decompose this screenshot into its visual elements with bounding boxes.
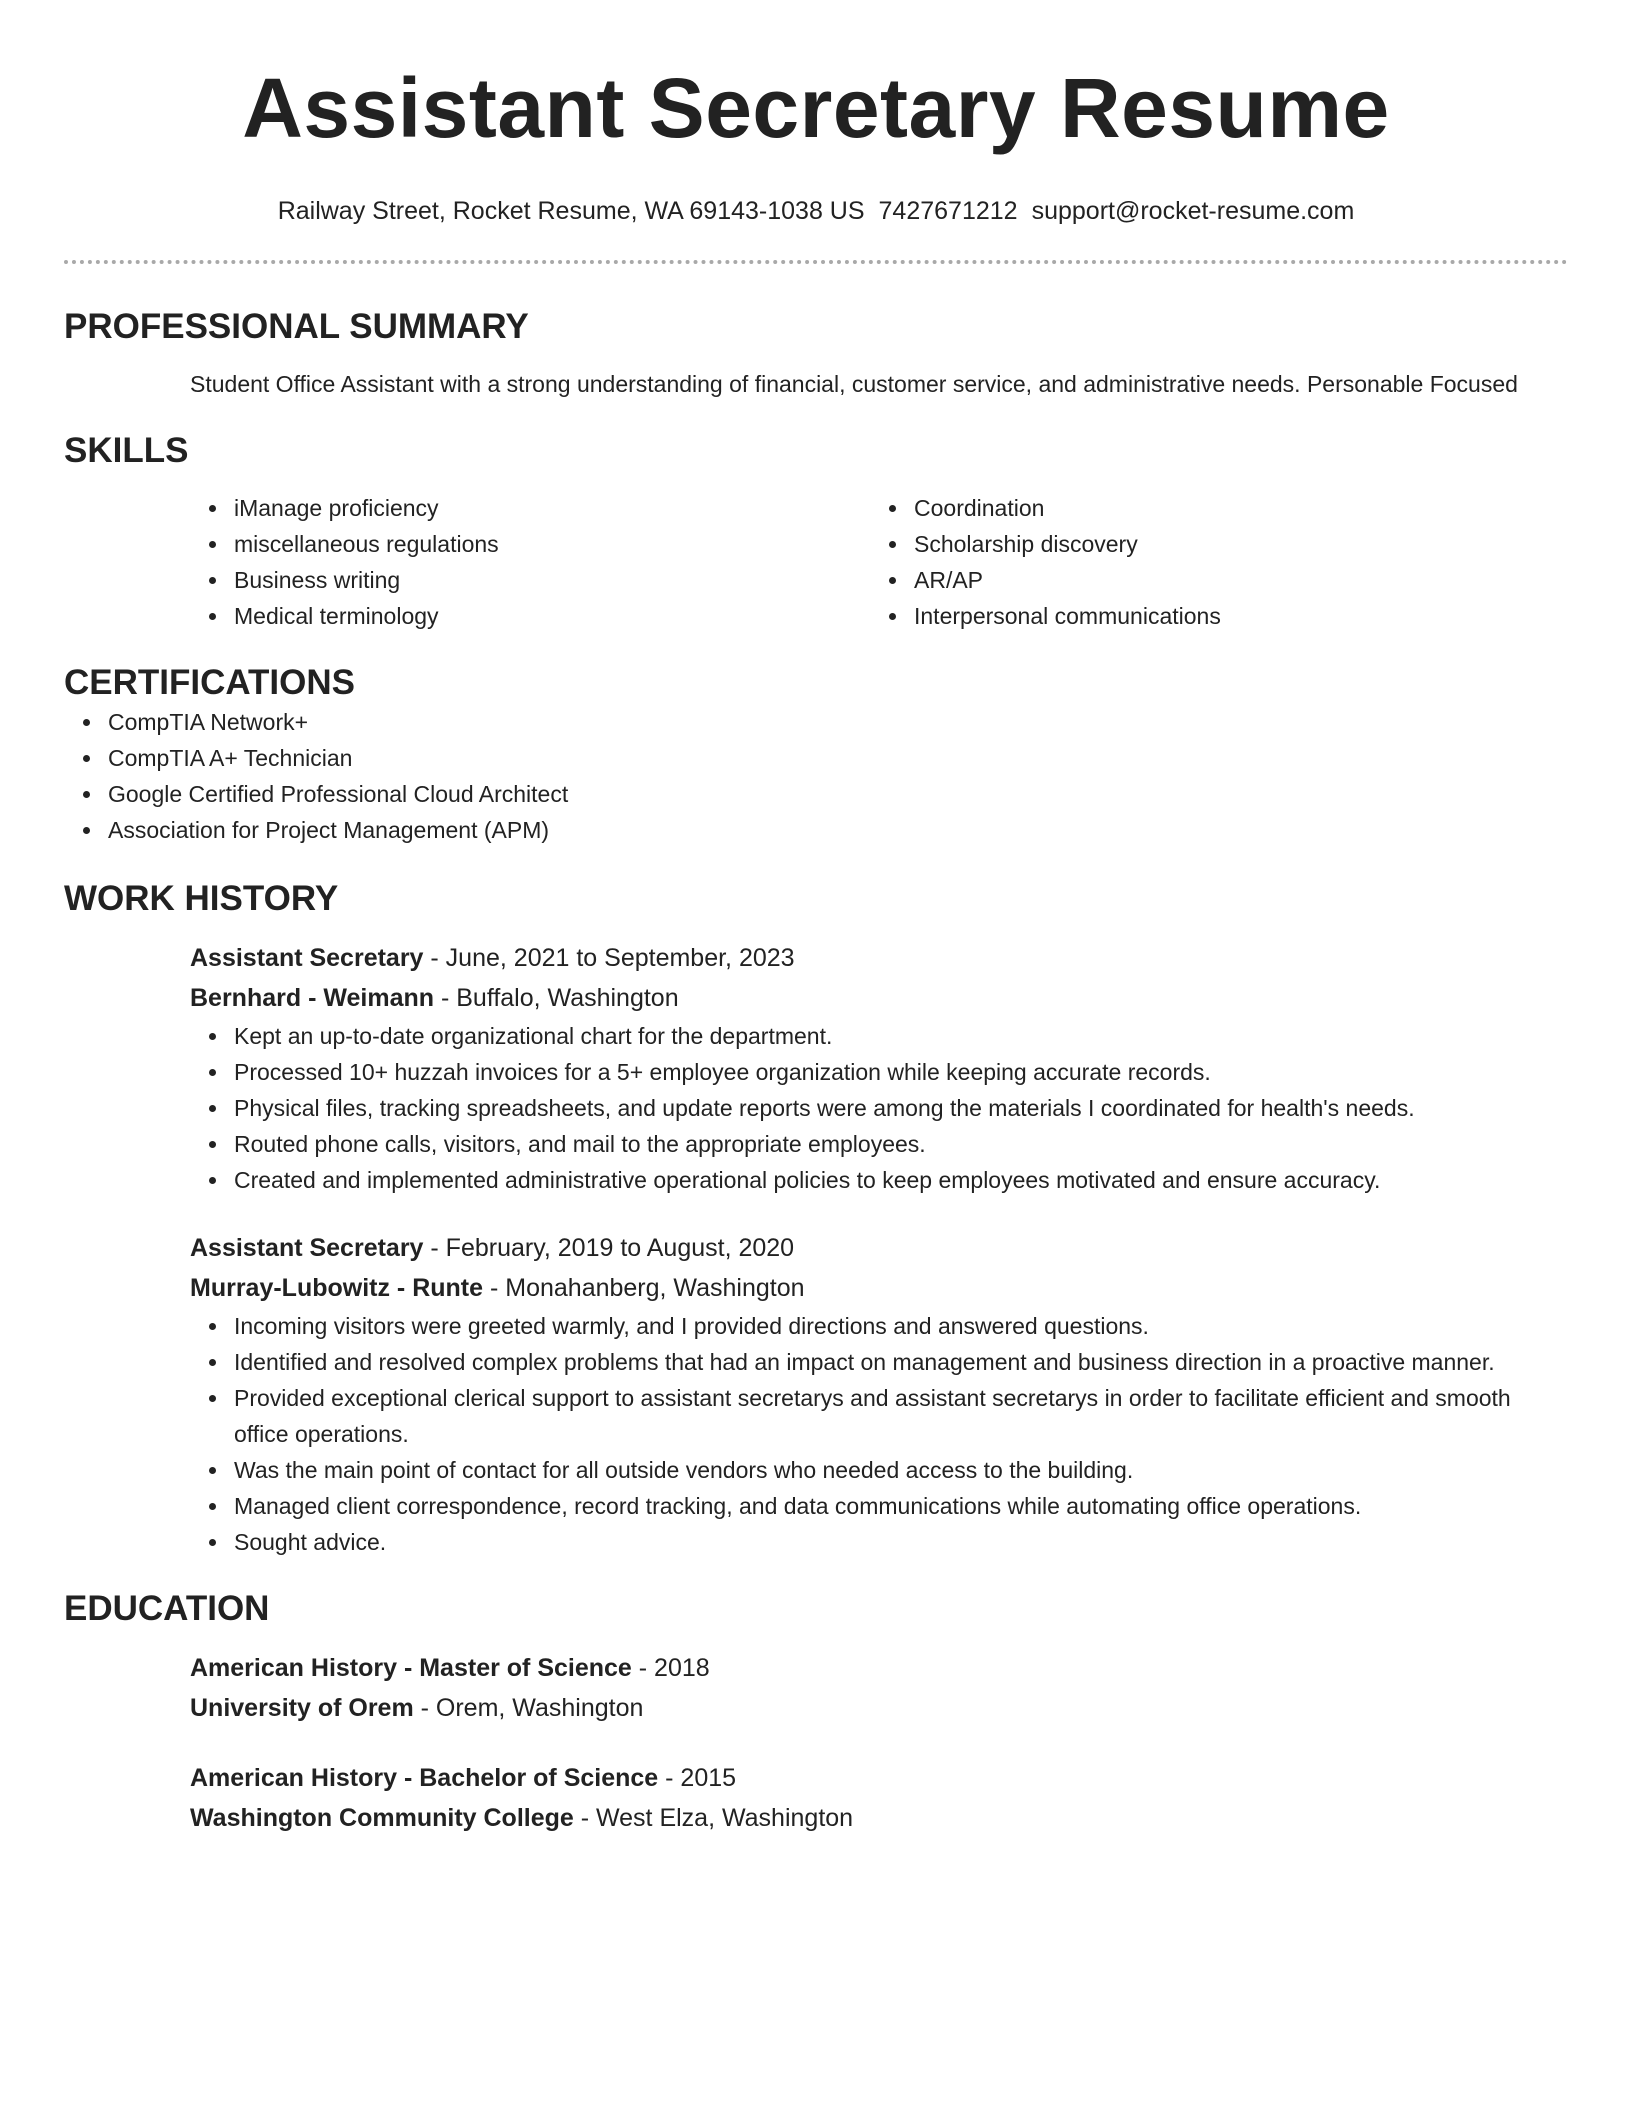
job-bullet: Kept an up-to-date organizational chart for the department. bbox=[190, 1018, 1568, 1054]
education-degree: American History - Master of Science bbox=[190, 1654, 632, 1682]
job-bullet: Processed 10+ huzzah invoices for a 5+ employee organization while keeping accurate records. bbox=[190, 1054, 1568, 1090]
education-degree-line bbox=[190, 1648, 1568, 1688]
education-year: - 2018 bbox=[631, 1654, 710, 1682]
job-dates: - February, 2019 to August, 2020 bbox=[423, 1234, 795, 1262]
certification-item: Association for Project Management (APM) bbox=[64, 812, 1568, 848]
job-entry bbox=[190, 938, 1568, 1198]
certification-item: Google Certified Professional Cloud Architect bbox=[64, 776, 1568, 812]
education-entry bbox=[190, 1758, 1568, 1838]
job-bullet: Provided exceptional clerical support to assistant secretarys and assistant secretarys in order to facilitate efficient and smooth office operations. bbox=[190, 1380, 1568, 1452]
education-year: - 2015 bbox=[658, 1764, 737, 1792]
section-skills bbox=[64, 430, 1568, 634]
job-bullet: Routed phone calls, visitors, and mail to the appropriate employees. bbox=[190, 1126, 1568, 1162]
education-degree: American History - Bachelor of Science bbox=[190, 1764, 659, 1792]
job-company: Murray-Lubowitz - Runte bbox=[190, 1274, 484, 1302]
skills-column-right bbox=[870, 490, 1550, 634]
education-entry bbox=[190, 1648, 1568, 1728]
job-company-line bbox=[190, 978, 1568, 1018]
education-school: Washington Community College bbox=[190, 1804, 574, 1832]
education-degree-line bbox=[190, 1758, 1568, 1798]
job-entry bbox=[190, 1228, 1568, 1560]
contact-email: support@rocket-resume.com bbox=[1031, 197, 1355, 225]
skill-item: Interpersonal communications bbox=[870, 598, 1550, 634]
job-bullet: Sought advice. bbox=[190, 1524, 1568, 1560]
contact-phone: 7427671212 bbox=[878, 197, 1018, 225]
education-school: University of Orem bbox=[190, 1694, 414, 1722]
education-location: - West Elza, Washington bbox=[573, 1804, 854, 1832]
certifications-list bbox=[64, 704, 1568, 848]
job-company-line bbox=[190, 1268, 1568, 1308]
skill-item: Scholarship discovery bbox=[870, 526, 1550, 562]
section-education bbox=[64, 1588, 1568, 1838]
section-professional-summary bbox=[64, 306, 1568, 402]
summary-text: Student Office Assistant with a strong understanding of financial, customer service, and administrative needs. Personable Focused bbox=[190, 371, 1518, 397]
skill-item: AR/AP bbox=[870, 562, 1550, 598]
education-location: - Orem, Washington bbox=[413, 1694, 644, 1722]
job-bullet: Identified and resolved complex problems that had an impact on management and business direction in a proactive manner. bbox=[190, 1344, 1568, 1380]
skills-grid bbox=[190, 490, 1568, 634]
job-bullet: Was the main point of contact for all outside vendors who needed access to the building. bbox=[190, 1452, 1568, 1488]
section-heading-education: EDUCATION bbox=[64, 1589, 270, 1628]
job-company: Bernhard - Weimann bbox=[190, 984, 435, 1012]
education-school-line bbox=[190, 1688, 1568, 1728]
job-title-line bbox=[190, 938, 1568, 978]
section-heading-summary: PROFESSIONAL SUMMARY bbox=[64, 307, 529, 346]
skill-item: iManage proficiency bbox=[190, 490, 870, 526]
education-school-line bbox=[190, 1798, 1568, 1838]
job-bullet: Incoming visitors were greeted warmly, and I provided directions and answered questions. bbox=[190, 1308, 1568, 1344]
job-location: - Buffalo, Washington bbox=[434, 984, 679, 1012]
section-certifications bbox=[64, 662, 1568, 848]
section-heading-skills: SKILLS bbox=[64, 431, 189, 470]
section-heading-certifications: CERTIFICATIONS bbox=[64, 663, 356, 702]
job-bullets bbox=[190, 1308, 1568, 1560]
header-divider bbox=[64, 260, 1568, 264]
skill-item: Business writing bbox=[190, 562, 870, 598]
skills-column-left bbox=[190, 490, 870, 634]
skill-item: Coordination bbox=[870, 490, 1550, 526]
section-work-history bbox=[64, 878, 1568, 1560]
resume-title: Assistant Secretary Resume bbox=[242, 61, 1390, 155]
job-dates: - June, 2021 to September, 2023 bbox=[423, 944, 795, 972]
job-bullet: Created and implemented administrative operational policies to keep employees motivated and ensure accuracy. bbox=[190, 1162, 1568, 1198]
job-bullets bbox=[190, 1018, 1568, 1198]
job-title: Assistant Secretary bbox=[190, 944, 424, 972]
job-location: - Monahanberg, Washington bbox=[483, 1274, 805, 1302]
certification-item: CompTIA Network+ bbox=[64, 704, 1568, 740]
certification-item: CompTIA A+ Technician bbox=[64, 740, 1568, 776]
skill-item: Medical terminology bbox=[190, 598, 870, 634]
section-heading-work-history: WORK HISTORY bbox=[64, 879, 339, 918]
contact-line bbox=[64, 196, 1568, 226]
job-title-line bbox=[190, 1228, 1568, 1268]
job-bullet: Physical files, tracking spreadsheets, and update reports were among the materials I coordinated for health's needs. bbox=[190, 1090, 1568, 1126]
skill-item: miscellaneous regulations bbox=[190, 526, 870, 562]
contact-address: Railway Street, Rocket Resume, WA 69143-1038 US bbox=[277, 197, 865, 225]
job-title: Assistant Secretary bbox=[190, 1234, 424, 1262]
job-bullet: Managed client correspondence, record tracking, and data communications while automating office operations. bbox=[190, 1488, 1568, 1524]
